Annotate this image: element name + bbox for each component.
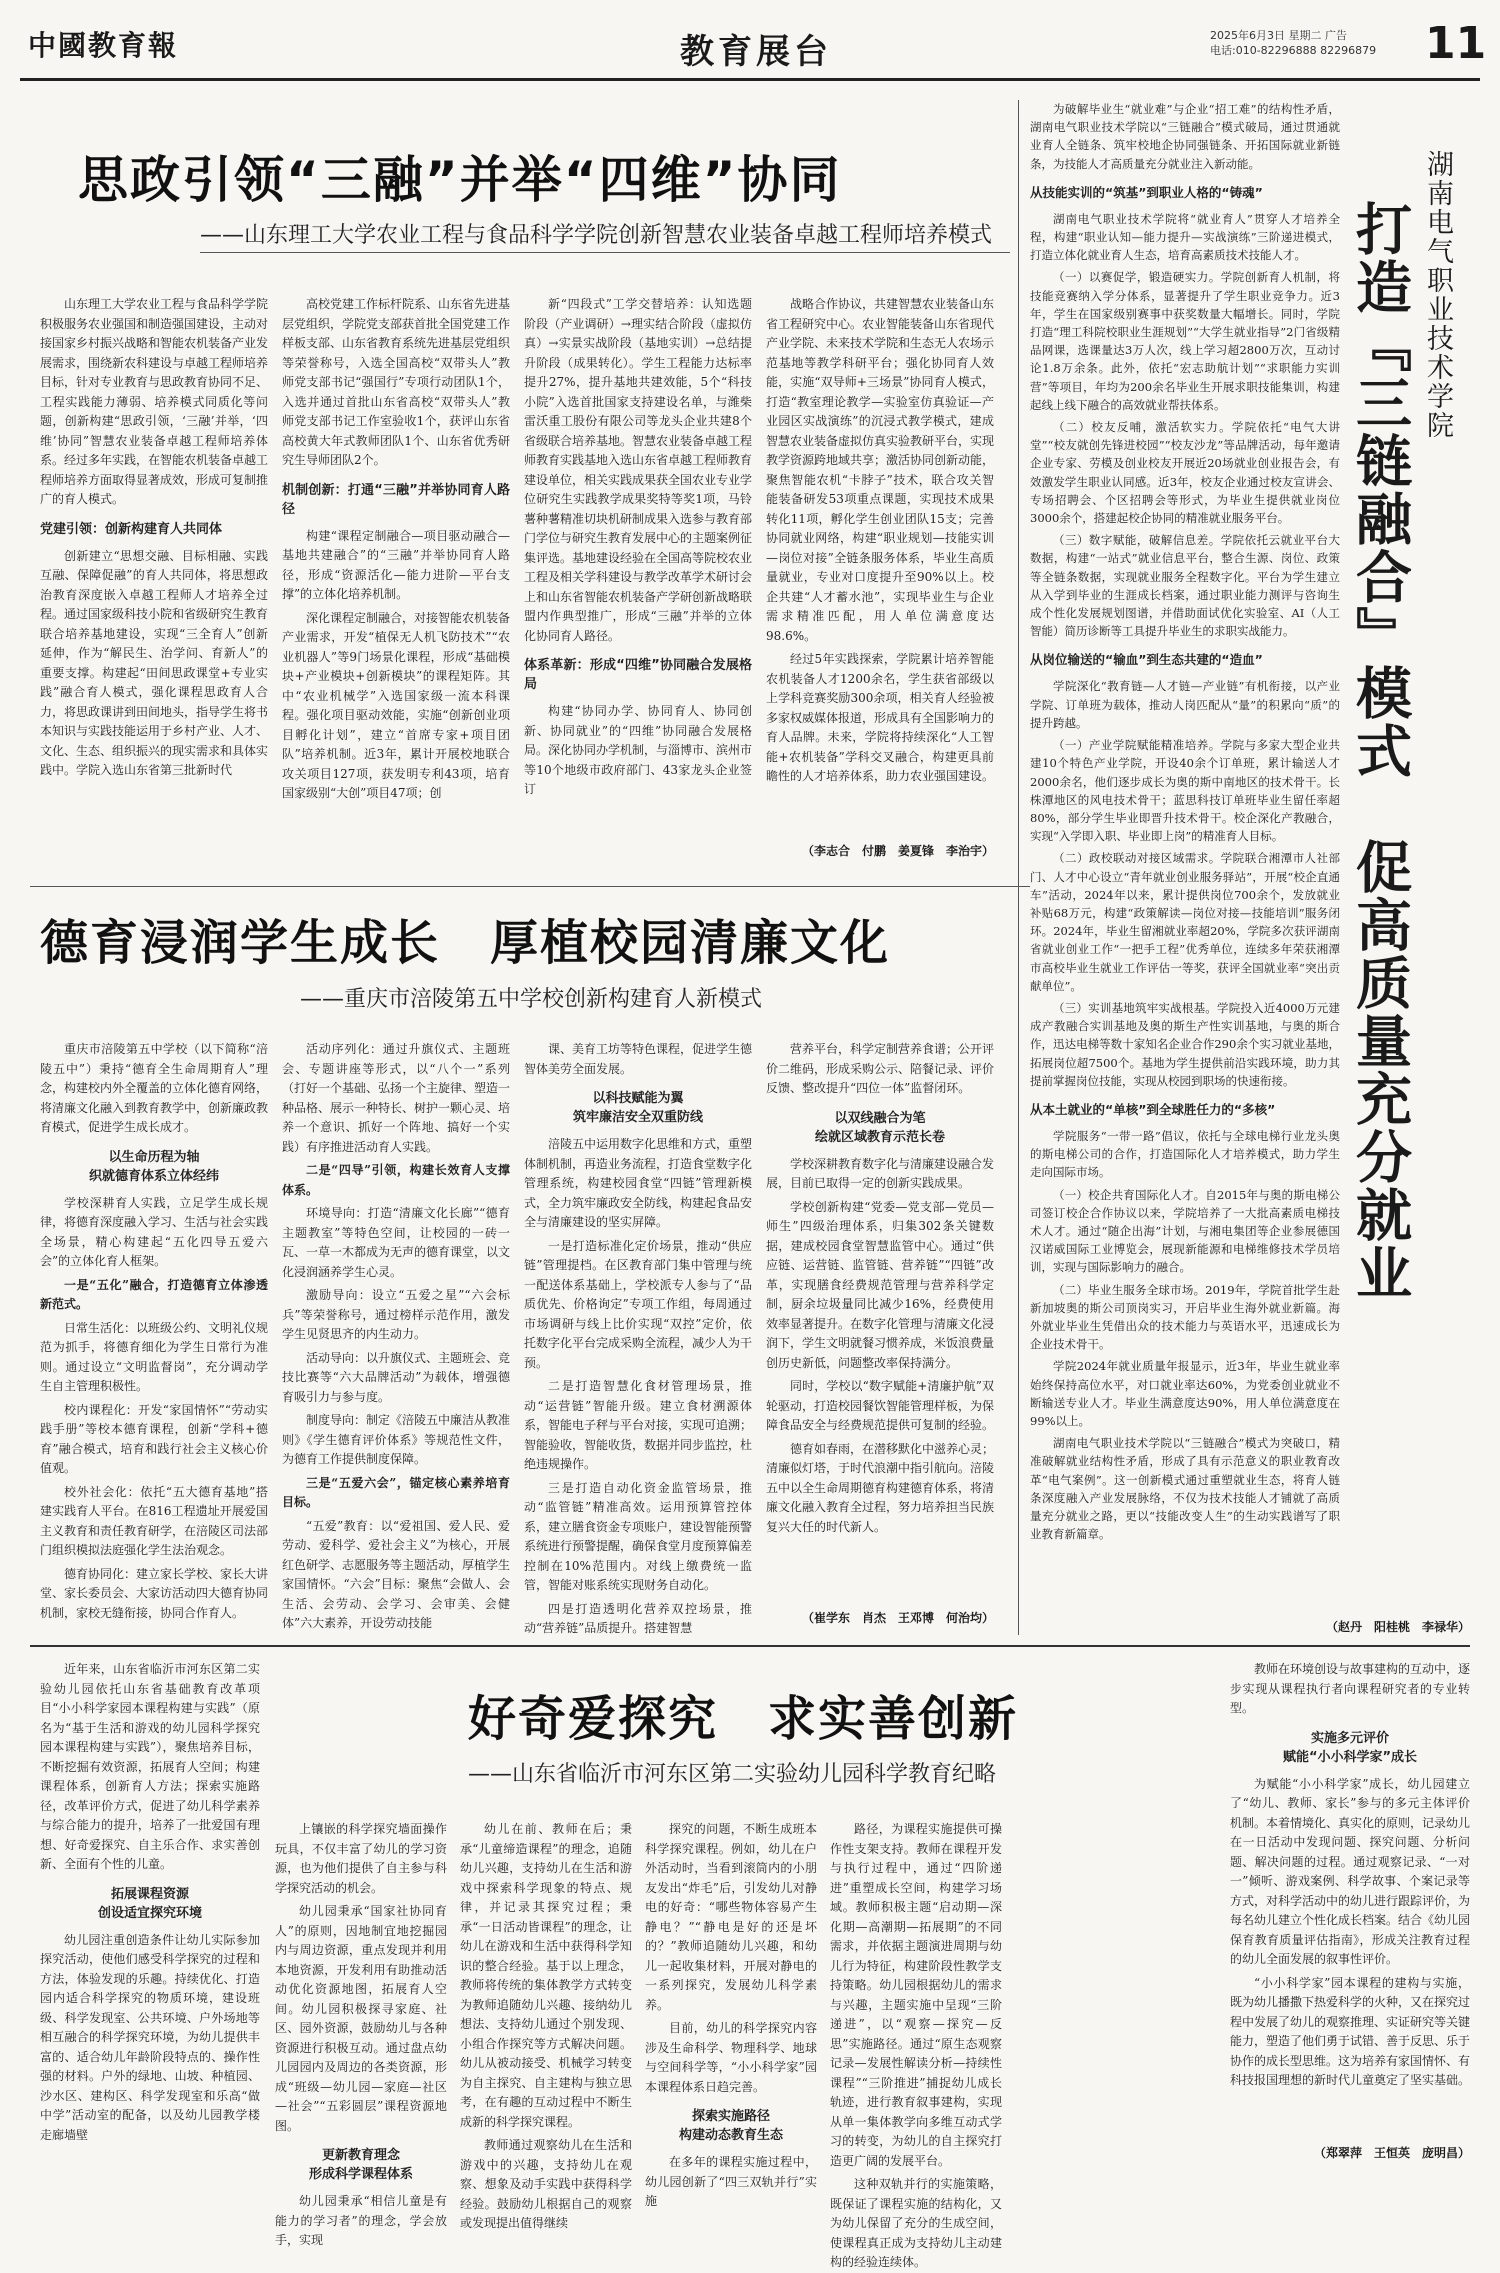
article2-column [282,1040,510,1630]
right-article-school: 湖南电气职业技术学院 [1422,150,1453,440]
paragraph: 一是打造标准化定价场景，推动“供应链”管理提档。在区教育部门集中管理与统一配送体系基础上，学校派专人参与了“品质优先、价格询定”专项工作组，每周通过市场调研与线上比价实现“双控”定价，依托数字化平台完成采购全流程，减少人为干预。 [524,1238,753,1370]
paragraph: 日常生活化：以班级公约、文明礼仪规范为抓手，将德育细化为学生日常行为准则。通过设立“文明监督岗”，充分调动学生自主管理积极性。 [40,1320,269,1393]
article1-subtitle-rule [200,252,1010,253]
paragraph: 深化课程定制融合，对接智能农机装备产业需求，开发“植保无人机飞防技术”“农业机器人”等9门场景化课程，形成“基础模块+产业模块+创新模块”的课程矩阵。其中“农业机械学”入选国家级一流本科课程。强化项目驱动效能，实施“创新创业项目孵化计划”，建立“首席专家+项目团队”培养机制。近3年，累计开展校地联合攻关项目127项，获发明专利43项，培育国家级别“大创”项目47项；创 [282,610,511,800]
paragraph: 经过5年实践探索，学院累计培养智能农机装备人才1200余名，学生获省部级以上学科竞赛奖励300余项，相关育人经验被多家权威媒体报道，形成具有全国影响力的育人品牌。未来，学院将持续深化“人工智能+农机装备”学科交叉融合，构建更具前瞻性的人才培养体系，助力农业强国建设。 [766,652,995,783]
section-heading: 更新教育理念 形成科学课程体系 [308,2148,413,2182]
paragraph: 教师通过观察幼儿在生活和游戏中的兴趣，支持幼儿在观察、想象及动手实践中获得科学经验。鼓励幼儿根据自己的观察或发现提出值得继续 [460,2138,632,2230]
paragraph: 为破解毕业生“就业难”与企业“招工难”的结构性矛盾，湖南电气职业技术学院以“三链融合”模式破局，通过贯通就业育人全链条、筑牢校地企协同强链条、开拓国际就业新链条，为技能人才高质量充分就业注入新动能。 [1030,102,1340,171]
paragraph: 德育如春雨，在潜移默化中滋养心灵；清廉似灯塔，于时代浪潮中指引航向。涪陵五中以全生命周期德育构建德育体系，将清廉文化融入教育全过程，努力培养担当民族复兴大任的时代新人。 [766,1441,995,1534]
paragraph: “小小科学家”园本课程的建构与实施，既为幼儿播撒下热爱科学的火种，又在探究过程中发展了幼儿的观察推理、实证研究等关键能力，塑造了他们勇于试错、善于反思、乐于协作的成长型思维。这为培养有家国情怀、有科技报国理想的新时代儿童奠定了坚实基础。 [1230,1975,1471,2087]
masthead-rule [20,78,1480,81]
section-heading: 探索实施路径 构建动态教育生态 [678,2109,783,2143]
paragraph: 教师在环境创设与故事建构的互动中，逐步实现从课程执行者向课程研究者的专业转型。 [1230,1662,1471,1715]
paragraph: （一）产业学院赋能精准培养。学院与多家大型企业共建10个特色产业学院，开设40余个订单班，累计输送人才2000余名，他们逐步成长为奥的斯中南地区的技术骨干。长株潭地区的风电技术骨干；蓝思科技订单班毕业生留任率超80%，部分学生毕业即晋升技术骨干。校企深化产教融合，实现“入学即入职、毕业即上岗”的精准育人目标。 [1030,738,1340,844]
paragraph: 幼儿园注重创造条件让幼儿实际参加探究活动，使他们感受科学探究的过程和方法，体验发现的乐趣。持续优化、打造园内适合科学探究的物质环境，建设班级、科学发现室、公共环境、户外场地等相互融合的科学探究环境，为幼儿提供丰富的、适合幼儿年龄阶段特点的、操作性强的材料。户外的绿地、山坡、种植园、沙水区、建构区、科学发现室和乐高“做中学”活动室的配备，以及幼儿园教学楼走廊墙壁 [40,1932,260,2142]
paragraph: 营养平台，科学定制营养食谱；公开评价二维码，形成采购公示、陪餐记录、评价反馈、整改提升“四位一体”监督闭环。 [766,1042,995,1095]
paragraph: 高校党建工作标杆院系、山东省先进基层党组织，学院党支部获首批全国党建工作样板支部、山东省教育系统先进基层党组织等荣誉称号，入选全国高校“双带头人”教师党支部书记“强国行”专项行动团队1个，入选并通过首批山东省高校“双带头人”教师党支部书记工作室验收1个，获评山东省高校黄大年式教师团队1个、山东省优秀研究生导师团队2个。 [282,297,511,467]
paragraph: （二）毕业生服务全球市场。2019年，学院首批学生赴新加坡奥的斯公司顶岗实习，开启毕业生海外就业新篇。海外就业毕业生凭借出众的技术能力与英语水平，迅速成长为企业技术骨干。 [1030,1282,1340,1352]
masthead [20,18,1487,74]
article3-subtitle: ——山东省临沂市河东区第二实验幼儿园科学教育纪略 [468,1762,997,1787]
paragraph: 学校深耕育人实践，立足学生成长规律，将德育深度融入学习、生活与社会实践全场景，精心构建起“五化四导五爱六会”的立体化育人框架。 [40,1195,269,1268]
section-heading: 从技能实训的“筑基”到职业人格的“铸魂” [1030,184,1263,200]
paragraph: 新“四段式”工学交替培养：认知选题阶段（产业调研）→理实结合阶段（虚拟仿真）→实景实战阶段（基地实训）→总结提升阶段（成果转化）。学生工程能力达标率提升27%，提升基地共建效能，5个“科技小院”入选首批国家支持建设名单，与潍柴雷沃重工股份有限公司等龙头企业共建8个省级联合培养基地。智慧农业装备卓越工程师教育实践基地入选山东省卓越工程师教育建设单位，相关实践成果获全国农业专业学位研究生实践教学成果奖特等奖1项，马铃薯种薯精准切块机研制成果入选参与教育部门学位与研究生教育发展中心的主题案例征集评选。基地建设经验在全国高等院校农业工程及相关学科建设与教学改革学术研讨会上和山东省智能农机装备产学研创新战略联盟内作典型推广，形成“三融”并举的立体化协同育人路径。 [524,297,753,643]
section-heading: 拓展课程资源 创设适宜探究环境 [97,1886,202,1921]
article2-column [766,1040,994,1595]
article1-title: 思政引领“三融”并举“四维”协同 [78,151,842,209]
paragraph: 活动导向：以升旗仪式、主题班会、竞技比赛等“六大品牌活动”为载体，增强德育吸引力与参与度。 [282,1350,511,1404]
paragraph: 学院深化“教育链—人才链—产业链”有机衔接，以产业学院、订单班为载体，推动人岗匹配从“量”的积累向“质”的提升跨越。 [1030,679,1340,730]
article3-column [275,1820,447,2247]
byline: （李志合 付鹏 姜夏锋 李治宇） [801,844,994,858]
section-heading: 从本土就业的“单核”到全球胜任力的“多核” [1030,1101,1276,1117]
article2-title: 德育浸润学生成长 厚植校园清廉文化 [40,915,891,971]
paragraph: 构建“协同办学、协同育人、协同创新、协同就业”的“四维”协同融合发展格局。深化协同办学机制，与淄博市、滨州市等10个地级市政府部门、43家龙头企业签订 [524,704,753,796]
article1-subtitle: ——山东理工大学农业工程与食品科学学院创新智慧农业装备卓越工程师培养模式 [200,223,993,248]
section-heading: 实施多元评价 赋能“小小科学家”成长 [1282,1730,1418,1765]
section-title: 教育展台 [680,32,832,72]
paragraph: （一）以赛促学，锻造硬实力。学院创新育人机制，将技能竞赛纳入学分体系，显著提升了学生职业竞争力。近3年，学生在国家级别赛事中获奖数量大幅增长。同时，学院打造“理工科院校职业生涯规划”“大学生就业指导”2门省级精品网课，选课量达3万人次，线上学习超2800万次，互动讨论1.8万余条。此外，依托“宏志助航计划”“求职能力实训营”等项目，年均为200余名毕业生开展求职技能集训，构建起线上线下融合的高效就业帮扶体系。 [1030,270,1340,412]
paragraph: 学院2024年就业质量年报显示，近3年，毕业生就业率始终保持高位水平，对口就业率达60%，为党委创业就业不断输送专业人才。毕业生满意度达90%，用人单位满意度在99%以上。 [1030,1359,1340,1428]
paragraph: （二）政校联动对接区域需求。学院联合湘潭市人社部门、人才中心设立“青年就业创业服务驿站”，开展“校企直通车”活动，2024年以来，累计提供岗位700余个，发放就业补贴68万元，构建“政策解读—岗位对接—技能培训”服务闭环。2024年，毕业生留湘就业率超20%，学院多次获评湖南省就业创业工作“一把手工程”优秀单位，连续多年荣获湘潭市高校毕业生就业工作评估一等奖，获评全国就业率“突出贡献单位”。 [1030,851,1340,993]
paragraph: 环境导向：打造“清廉文化长廊”“德育主题教室”等特色空间，让校园的一砖一瓦、一草一木都成为无声的德育课堂，以文化浸润涵养学生心灵。 [282,1206,511,1279]
bold-lead: 一是“五化”融合，打造德育立体渗透新范式。 [40,1277,268,1311]
issue-phone: 电话:010-82296888 82296879 [1210,44,1377,57]
article1-column [524,295,752,865]
paragraph: 这种双轨并行的实施策略，既保证了课程实施的结构化，又为幼儿保留了充分的生成空间，使课程真正成为支持幼儿主动建构的经验连续体。 [830,2177,1002,2269]
paragraph: 创新建立“思想交融、目标相融、实践互融、保障促融”的育人共同体，将思想政治教育深度嵌入卓越工程师人才培养全过程。通过国家级科技小院和省级研究生教育联合培养基地建设，实现“三全育人”创新延伸，作为“解民生、治学问、育新人”的重要支撑。构建起“田间思政课堂+专业实践”融合育人模式，强化课程思政育人合力，将思政课讲到田间地头，指导学生将书本知识与实践技能运用于乡村产业、人才、文化、生态、组织振兴的现实需求和具体实践中。学院入选山东省第三批新时代 [40,548,269,777]
paragraph: 湖南电气职业技术学院以“三链融合”模式为突破口，精准破解就业结构性矛盾，形成了具有示范意义的职业教育改革“电气案例”。这一创新模式通过重塑就业生态，将育人链条深度融入产业发展脉络，不仅为技术技能人才铺就了高质量充分就业之路，更以“技能改变人生”的生动实践谱写了职业教育新篇章。 [1030,1436,1340,1542]
paragraph: 为赋能“小小科学家”成长，幼儿园建立了“幼儿、教师、家长”参与的多元主体评价机制。本着情境化、真实化的原则，记录幼儿在一日活动中发现问题、探究问题、分析问题、解决问题的过程。通过观察记录、“一对一”倾听、游戏案例、科学故事、个案记录等方式，对科学活动中的幼儿进行跟踪评价，为每名幼儿建立个性化成长档案。结合《幼儿园保育教育质量评估指南》，形成关注教育过程的幼儿全面发展的叙事性评价。 [1230,1776,1471,1966]
paragraph: 制度导向：制定《涪陵五中廉洁从教准则》《学生德育评价体系》等规范性文件，为德育工作提供制度保障。 [282,1413,511,1466]
paragraph: 学校创新构建“党委—党支部—党员—师生”四级治理体系，归集302条关键数据，建成校园食堂智慧监管中心。通过“供应链、运营链、监管链、营养链”“四链”改革，实现膳食经费规范管理与营养科学定制，厨余垃圾量同比减少16%，经费使用效率显著提升。在数字化管理与清廉文化浸润下，学生文明就餐习惯养成，米饭浪费量创历史新低，问题整改率保持满分。 [766,1199,995,1370]
byline: （郑翠萍 王恒英 庞明昌） [1313,2146,1470,2160]
section-heading: 机制创新：打通“三融”并举协同育人路径 [282,482,510,517]
article2-top-rule [30,886,1030,887]
paragraph: （三）数字赋能，破解信息差。学院依托云就业平台大数据，构建“一站式”就业信息平台，整合生源、岗位、政策等全链条数据，实现就业服务全程数字化。平台为学生建立从入学到毕业的生涯成长档案，通过职业能力测评与咨询生成个性化发展规划图谱，并借助面试优化实验室、AI（人工智能）简历诊断等工具提升毕业生的求职实战能力。 [1030,533,1340,639]
paragraph: 三是打造自动化资金监管场景，推动“监管链”精准高效。运用预算管控体系，建立膳食资金专项账户，建设智能预警系统进行预警提醒，确保食堂月度预算偏差控制在10%范围内。对线上缴费统一监管，智能对账系统实现财务自动化。 [524,1480,753,1592]
paragraph: 近年来，山东省临沂市河东区第二实验幼儿园依托山东省基础教育改革项目“小小科学家园本课程构建与实践”（原名为“基于生活和游戏的幼儿园科学探究园本课程构建与实践”），聚焦培养目标，不断挖掘有效资源，拓展育人空间；构建课程体系，创新育人方法；探索实施路径，改革评价方式，促进了幼儿科学素养与综合能力的提升，培养了一批爱国有理想、好奇爱探究、自主乐合作、求实善创新、全面有个性的儿童。 [40,1662,260,1871]
paragraph: 构建“课程定制融合—项目驱动融合—基地共建融合”的“三融”并举协同育人路径，形成“资源活化—能力进阶—平台支撑”的立体化培养机制。 [282,528,510,601]
paragraph: 重庆市涪陵第五中学校（以下简称“涪陵五中”）秉持“德育全生命周期育人”理念，构建校内外全覆盖的立体化德育网络，将清廉文化融入到教育教学中，创新廉政教育模式，促进学生成长成才。 [40,1042,269,1134]
newspaper-logo: 中國教育報 [28,29,179,62]
paragraph: 幼儿园秉承“国家社协同育人”的原则，因地制宜地挖掘园内与周边资源，重点发现并利用本地资源，开发利用有助推动活动优化资源地图，拓展育人空间。幼儿园积极探寻家庭、社区、园外资源，鼓励幼儿与各种资源进行积极互动。通过盘点幼儿园园内及周边的各类资源，形成“班级—幼儿园—家庭—社区—社会”“五彩圆层”课程资源地图。 [275,1904,447,2133]
paragraph: （一）校企共育国际化人才。自2015年与奥的斯电梯公司签订校企合作协议以来，学院培养了一大批高素质电梯技术人才。通过“随企出海”计划，与湘电集团等企业参展德国汉诺威国际工业博览会，展现新能源和电梯维修技术学员培训，实现与国际影响力的融合。 [1030,1187,1340,1275]
paragraph: 上镶嵌的科学探究墙面操作玩具，不仅丰富了幼儿的学习资源，也为他们提供了自主参与科学探究活动的机会。 [275,1822,447,1895]
article3-column [645,1820,817,2208]
paragraph: 校外社会化：依托“五大德育基地”搭建实践育人平台。在816工程遗址开展爱国主义教育和责任教育研学，在涪陵区司法部门组织模拟法庭强化学生法治观念。 [40,1484,269,1557]
paragraph: 活动序列化：通过升旗仪式、主题班会、专题讲座等形式，以“八个一”系列（打好一个基础、弘扬一个主旋律、塑造一种品格、展示一种特长、树护一颗心灵、培养一个意识、抓好一个阵地、搞好一个实践）有序推进活动育人实践。 [282,1042,511,1154]
right-article-divider [1018,100,1019,1635]
article3-column [460,1820,632,2230]
bold-lead: 二是“四导”引领，构建长效育人支撑体系。 [282,1163,510,1197]
section-heading: 以双线融合为笔 绘就区域教育示范长卷 [814,1110,945,1145]
issue-meta [1210,28,1376,58]
article1-column [40,295,268,865]
paragraph: 校内课程化：开发“家国情怀”“劳动实践手册”等校本德育课程，创新“学科+德育”融合模式，培育和践行社会主义核心价值观。 [40,1402,268,1475]
paragraph: 学院服务“一带一路”倡议，依托与全球电梯行业龙头奥的斯电梯公司的合作，打造国际化人才培养模式，助力学生走向国际市场。 [1030,1128,1340,1180]
paragraph: 同时，学校以“数字赋能+清廉护航”双轮驱动，打造校园餐饮智能管理样板，为保障食品安全与经费规范提供可复制的经验。 [766,1379,995,1432]
article2-column [40,1040,268,1630]
article1-column [766,295,994,830]
page-number: 11 [1425,18,1487,69]
article3-column [830,1820,1002,2269]
paragraph: 路径，为课程实施提供可操作性支架支持。教师在课程开发与执行过程中，通过“四阶递进”重塑成长空间，构建学习场域。教师积极主题“启动期—深化期—高潮期—拓展期”的不同需求，并依据主题演进周期与幼儿行为特征，构建阶段性教学支持策略。幼儿园根据幼儿的需求与兴趣，主题实施中呈现“三阶递进”，以“观察—探究—反思”实施路径。通过“原生态观察记录—发展性解读分析—持续性课程”“三阶推进”捕捉幼儿成长轨迹，进行教育叙事建构，实现从单一集体教学向多维互动式学习的转变，为幼儿的自主探究打造更广阔的发展平台。 [830,1822,1002,2168]
paragraph: 在多年的课程实施过程中，幼儿园创新了“四三双轨并行”实施 [645,2155,817,2208]
bold-lead: 三是“五爱六会”，锚定核心素养培育目标。 [282,1475,510,1509]
paragraph: 激励导向：设立“五爱之星”“六会标兵”等荣誉称号，通过榜样示范作用，激发学生见贤思齐的内生动力。 [282,1288,510,1341]
paragraph: 战略合作协议，共建智慧农业装备山东省工程研究中心。农业智能装备山东省现代产业学院、未来技术学院和生态无人农场示范基地等教学科研平台；强化协同育人效能，实施“双导师+三场景”协同育人模式，打造“教室理论教学—实验室仿真验证—产业园区实战演练”的沉浸式教学模式，建成智慧农业装备虚拟仿真实验教研平台，实现教学资源跨地域共享；激活协同创新动能，聚焦智能农机“卡脖子”技术，联合攻关智能装备研发53项重点课题，实现技术成果转化11项，孵化学生创业团队15支；完善协同就业网络，构建“职业规划—技能实训—岗位对接”全链条服务体系，毕业生高质量就业，专业对口度提升至90%以上。校企共建“人才蓄水池”，实现毕业生与企业需求精准匹配，用人单位满意度达98.6%。 [766,297,995,643]
paragraph: （三）实训基地筑牢实战根基。学院投入近4000万元建成产教融合实训基地及奥的斯生产性实训基地，与奥的斯合作，迅达电梯等数十家知名企业合作290余个实习就业基地，拓展岗位超7500个。基地为学生提供前沿实践环境，助力其提前掌握岗位技能，实现从校园到职场的快速衔接。 [1030,1000,1340,1088]
right-article-column [1030,100,1340,1610]
section-heading: 体系革新：形成“四维”协同融合发展格局 [524,658,752,692]
section-heading: 以科技赋能为翼 筑牢廉洁安全双重防线 [572,1091,703,1125]
article3-top-rule [30,1645,1470,1647]
section-heading: 从岗位输送的“输血”到生态共建的“造血” [1030,652,1263,668]
article3-left-column [40,1660,260,2140]
issue-date: 2025年6月3日 星期二 广告 [1210,29,1347,42]
article2-column [524,1040,753,1635]
paragraph: 目前，幼儿的科学探究内容涉及生命科学、物理科学、地球与空间科学等，“小小科学家”园本课程体系日趋完善。 [645,2021,817,2094]
paragraph: 四是打造透明化营养双控场景，推动“营养链”品质提升。搭建智慧 [524,1601,752,1635]
paragraph: 涪陵五中运用数字化思维和方式，重塑体制机制，再造业务流程，打造食堂数字化管理系统，构建校园食堂“四链”管理新模式，全力筑牢廉政安全防线，构建起食品安全与清廉建设的坚实屏障。 [524,1137,753,1229]
paragraph: （二）校友反哺，激活软实力。学院依托“电气大讲堂”“校友就创先锋进校园”“校友沙龙”等品牌活动，每年邀请企业专家、劳模及创业校友开展近20场就业创业报告会，有效激发学生职业认同感。近3年，校友企业通过校友宣讲会、专场招聘会、个区招聘会等形式，为毕业生提供就业岗位3000余个，搭建起校企协同的精准就业服务平台。 [1030,420,1340,526]
article3-title: 好奇爱探究 求实善创新 [468,1691,1019,1747]
article2-subtitle: ——重庆市涪陵第五中学校创新构建育人新模式 [300,987,763,1012]
paragraph: 幼儿在前、教师在后；秉承“儿童缔造课程”的理念，追随幼儿兴趣，支持幼儿在生活和游戏中探索科学现象的特点、规律，并记录其探究过程；秉承“一日活动皆课程”的理念，让幼儿在游戏和生活中获得科学知识的整合经验。基于以上理念，教师将传统的集体教学方式转变为教师追随幼儿兴趣、接纳幼儿想法、支持幼儿通过个别发现、小组合作探究等方式解决问题。幼儿从被动接受、机械学习转变为自主探究、自主建构与独立思考，在有趣的互动过程中不断生成新的科学探究课程。 [460,1822,632,2129]
paragraph: 德育协同化：建立家长学校、家长大讲堂、家长委员会、大家访活动四大德育协同机制，家校无缝衔接，协同合作育人。 [40,1566,269,1620]
paragraph: 学校深耕教育数字化与清廉建设融合发展，目前已取得一定的创新实践成果。 [766,1156,995,1190]
section-heading: 以生命历程为轴 织就德育体系立体经纬 [88,1149,219,1184]
paragraph: 探究的问题，不断生成班本科学探究课程。例如，幼儿在户外活动时，当看到滚筒内的小朋友发出“炸毛”后，引发幼儿对静电的好奇：“哪些物体容易产生静电？”“静电是好的还是坏的？”教师追随幼儿兴趣，和幼儿一起收集材料，开展对静电的一系列探究，发展幼儿科学素养。 [645,1822,817,2012]
byline: （崔学东 肖杰 王邓博 何治均） [801,1611,994,1625]
article3-right-column [1230,1660,1470,2130]
byline: （赵丹 阳桂桃 李禄华） [1325,1620,1470,1634]
paragraph: 山东理工大学农业工程与食品科学学院积极服务农业强国和制造强国建设，主动对接国家乡村振兴战略和智能农机装备产业发展需求，围绕新农科建设与卓越工程师培养目标，针对专业教育与思政教育协同不足、工程实践能力薄弱、培养模式同质化等问题，创新构建“思政引领，‘三融’并举，‘四维’协同”智慧农业装备卓越工程师培养体系。经过多年实践，在智能农机装备卓越工程师培养方面取得显著成效，形成可复制推广的育人模式。 [40,297,269,506]
right-article-title: 打造『三链融合』模式 促高质量充分就业 [1347,200,1412,1302]
section-heading: 党建引领：创新构建育人共同体 [40,521,223,537]
paragraph: 二是打造智慧化食材管理场景，推动“运营链”智能升级。建立食材溯源体系，智能电子秤与平台对接，实现可追溯；智能验收，智能收货，数据并同步监控，杜绝违规操作。 [524,1379,753,1471]
article1-column [282,295,510,865]
paragraph: 幼儿园秉承“相信儿童是有能力的学习者”的理念，学会放手，实现 [275,2194,447,2247]
paragraph: 课、美育工坊等特色课程，促进学生德智体美劳全面发展。 [524,1042,753,1076]
paragraph: “五爱”教育：以“爱祖国、爱人民、爱劳动、爱科学、爱社会主义”为核心，开展红色研学、志愿服务等主题活动，厚植学生家国情怀。“六会”目标：聚焦“会做人、会生活、会劳动、会学习、会审美、会健体”六大素养，开设劳动技能 [282,1518,511,1630]
paragraph: 湖南电气职业技术学院将“就业育人”贯穿人才培养全程，构建“职业认知—能力提升—实战演练”三阶递进模式，打造立体化就业育人生态，培育高素质技术技能人才。 [1030,211,1340,263]
